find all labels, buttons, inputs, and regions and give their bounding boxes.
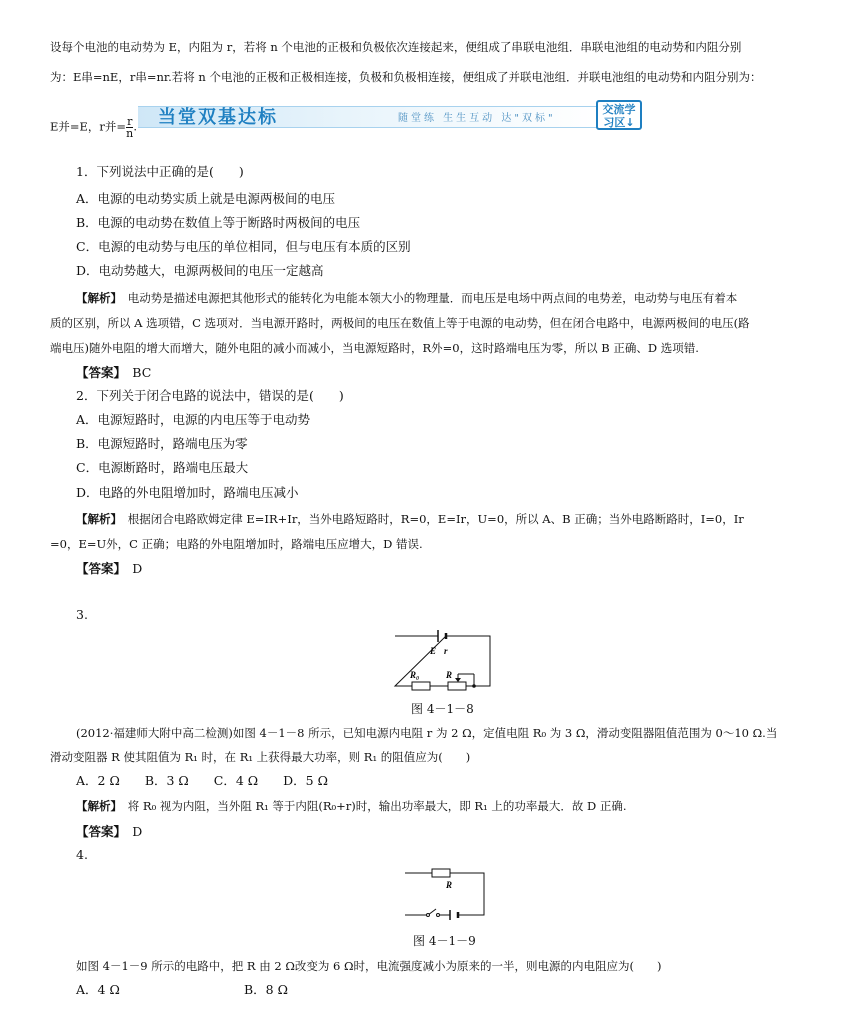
figure-caption-4-1-9: 图 4－1－9 [413,934,476,948]
q1-analysis-text-1: 电动势是描述电源把其他形式的能转化为电能本领大小的物理量．而电压是电场中两点间的电势差，电动势与电压有着本 [127,291,738,305]
box-line-1: 交流学 [602,103,636,116]
q2-answer-value: D [132,561,143,576]
q1-analysis-2: 质的区别，所以 A 选项错，C 选项对．当电源开路时，两极间的电压在数值上等于电源的电动势，但在闭合电路中，电源两极间的电压(路 [50,316,750,330]
q2-analysis-1 [76,510,820,528]
label-r: r [444,646,448,656]
q2-option-d: D．电路的外电阻增加时，路端电压减小 [76,485,299,500]
q1-option-b: B．电源的电动势在数值上等于断路时两极间的电压 [76,215,361,230]
q3-answer [76,823,820,841]
q4-stem-1: 如图 4－1－9 所示的电路中，把 R 由 2 Ω改变为 6 Ω时，电流强度减小为原来的一半，则电源的内电阻应为( ) [76,959,662,973]
q3-analysis-label: 【解析】 [76,799,117,813]
fraction-numerator: r [127,115,133,128]
switch-contact-right [437,914,440,917]
q1-answer-value: BC [132,365,152,380]
exchange-area-link[interactable] [596,100,642,130]
resistor-R [432,869,450,877]
q2-analysis-2: =0，E=U外，C 正确；电路的外电阻增加时，路端电压应增大，D 错误. [50,537,423,551]
q2-option-b: B．电源短路时，路端电压为零 [76,436,248,451]
figure-caption-4-1-8: 图 4－1－8 [411,702,474,716]
q1-analysis-3: 端电压)随外电阻的增大而增大，随外电阻的减小而减小，当电源短路时，R外=0，这时路端电压为零，所以 B 正确、D 选项错. [50,341,699,355]
fraction-denominator: n [126,127,134,140]
q4-number: 4. [76,847,88,862]
q1-stem: 1．下列说法中正确的是( ) [76,164,244,179]
banner-title: 当堂双基达标 [158,107,278,128]
q1-option-a: A．电源的电动势实质上就是电源两极间的电压 [76,191,336,206]
box-line-2: 习区↓ [603,116,635,129]
label-R0: R₀ [410,670,420,680]
q1-option-c: C．电源的电动势与电压的单位相同，但与电压有本质的区别 [76,239,411,254]
q2-stem: 2．下列关于闭合电路的说法中，错误的是( ) [76,388,344,403]
q1-option-d: D．电动势越大，电源两极间的电压一定越高 [76,263,324,278]
rheostat-r [448,682,466,690]
q3-analysis-text-1: 将 R₀ 视为内阻，当外阻 R₁ 等于内阻(R₀+r)时，输出功率最大，即 R₁ 上的功率最大．故 D 正确. [127,799,627,813]
slider-arrow-icon [455,678,461,682]
q3-answer-value: D [132,824,143,839]
q3-number: 3. [76,607,88,622]
switch-contact-left [427,914,430,917]
junction-dot [472,684,476,688]
q2-analysis-label: 【解析】 [76,512,117,526]
q1-analysis-1 [76,289,820,307]
q1-answer-label: 【答案】 [76,365,120,380]
intro-line-2: 为：E串=nE，r串=nr.若将 n 个电池的正极和正极相连接，负极和负极相连接，便组成了并联电池组．并联电池组的电动势和内阻分别为： [50,70,762,84]
intro-formula: E并=E，r并= [50,119,127,134]
q2-answer-label: 【答案】 [76,561,120,576]
q3-stem-2: 滑动变阻器 R 使其阻值为 R₁ 时，在 R₁ 上获得最大功率，则 R₁ 的阻值应为( ) [50,750,471,764]
q4-option-b: B．8 Ω [244,982,288,997]
circuit-figure-4-1-8 [390,628,500,694]
label-E: E [430,646,437,656]
label-R-2: R [446,880,453,890]
intro-line-1: 设每个电池的电动势为 E，内阻为 r，若将 n 个电池的正极和负极依次连接起来，便组成了串联电池组．串联电池组的电动势和内阻分别 [50,40,742,54]
q4-option-a: A．4 Ω [76,982,120,997]
circuit-wire-2 [405,873,484,915]
banner-slogan: 随堂练 生生互动 达"双标" [398,113,556,124]
q2-option-a: A．电源短路时，电源的内电压等于电动势 [76,412,311,427]
q2-answer [76,560,820,578]
q3-answer-label: 【答案】 [76,824,120,839]
q3-stem-1: (2012·福建师大附中高二检测)如图 4－1－8 所示，已知电源内电阻 r 为 2 Ω，定值电阻 R₀ 为 3 Ω，滑动变阻器阻值范围为 0～10 Ω.当 [76,726,778,740]
q1-answer [76,364,820,382]
q3-options: A．2 Ω B．3 Ω C．4 Ω D．5 Ω [76,773,328,788]
q2-option-c: C．电源断路时，路端电压最大 [76,460,249,475]
intro-period: . [133,119,137,134]
resistor-r0 [412,682,430,690]
q3-analysis-1 [76,797,820,815]
circuit-figure-4-1-9 [400,868,490,920]
q1-analysis-label: 【解析】 [76,291,117,305]
section-banner [138,100,648,132]
label-R: R [446,670,453,680]
q2-analysis-text-1: 根据闭合电路欧姆定律 E=IR+Ir，当外电路短路时，R=0，E=Ir，U=0，所以 A、B 正确；当外电路断路时，I=0，Ir [127,512,744,526]
